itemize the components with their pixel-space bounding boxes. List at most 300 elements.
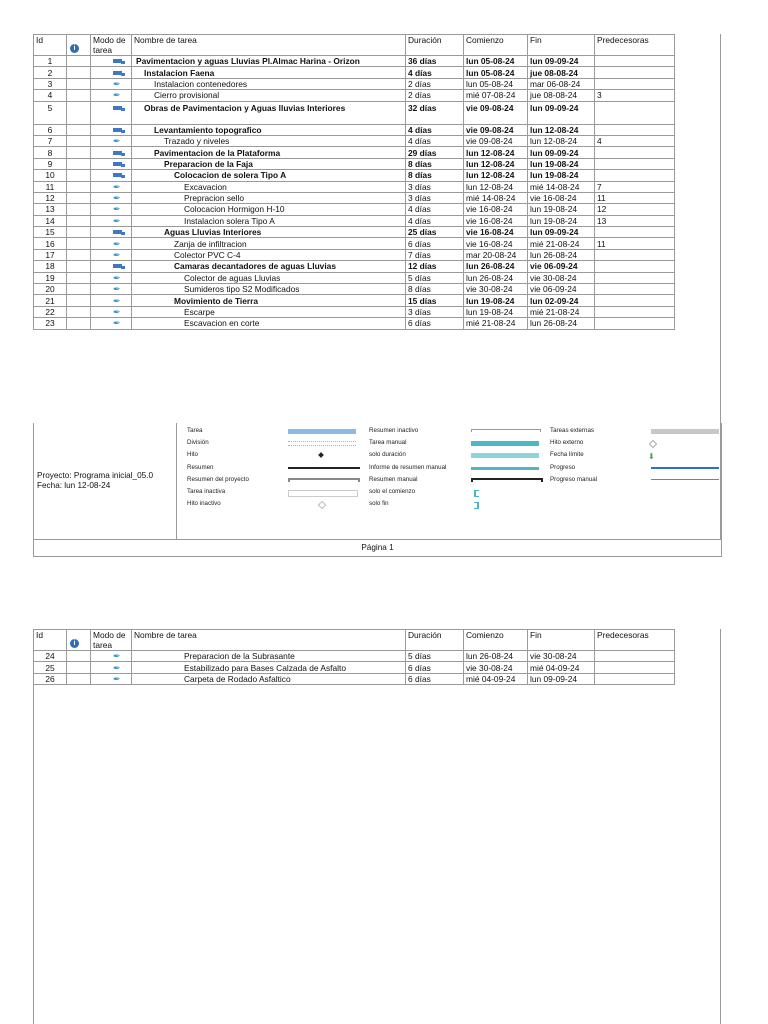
- cell-duration: 4 días: [406, 204, 464, 215]
- cell-pred: 12: [595, 204, 675, 215]
- cell-start: lun 05-08-24: [464, 78, 528, 89]
- cell-id: 18: [34, 261, 67, 272]
- cell-end: lun 19-08-24: [528, 158, 595, 169]
- task-table-page-2: [33, 629, 675, 685]
- legend-label: Hito inactivo: [187, 500, 221, 508]
- cell-mode: [91, 261, 132, 272]
- cell-task-name: Preparacion de la Faja: [132, 158, 406, 169]
- cell-start: vie 16-08-24: [464, 204, 528, 215]
- legend-label: Tarea manual: [369, 439, 407, 447]
- pin-icon: ✒: [113, 284, 121, 295]
- cell-duration: 6 días: [406, 238, 464, 249]
- cell-duration: 25 días: [406, 227, 464, 238]
- header-name: Nombre de tarea: [132, 35, 406, 56]
- cell-duration: 4 días: [406, 124, 464, 135]
- manual-task-swatch: [471, 441, 539, 446]
- table-row[interactable]: [34, 662, 675, 673]
- cell-task-name: Estabilizado para Bases Calzada de Asfalto: [132, 662, 406, 673]
- legend-panel: [33, 423, 722, 540]
- auto-scheduled-icon: [113, 173, 122, 177]
- cell-info: [67, 170, 91, 181]
- pin-icon: ✒: [113, 181, 121, 192]
- page-footer: [33, 539, 722, 557]
- start-only-swatch: [474, 490, 479, 497]
- cell-pred: [595, 306, 675, 317]
- inactive-milestone-swatch: [318, 501, 326, 509]
- cell-id: 24: [34, 651, 67, 662]
- cell-start: lun 05-08-24: [464, 67, 528, 78]
- cell-id: 22: [34, 306, 67, 317]
- cell-task-name: Prepracion sello: [132, 192, 406, 203]
- pin-icon: ✒: [113, 193, 121, 204]
- cell-id: 25: [34, 662, 67, 673]
- header-end: Fin: [528, 35, 595, 56]
- cell-end: lun 09-09-24: [528, 673, 595, 684]
- header-start: Comienzo: [464, 630, 528, 651]
- cell-id: 7: [34, 135, 67, 146]
- table-row[interactable]: [34, 124, 675, 135]
- cell-id: 3: [34, 78, 67, 89]
- manual-progress-swatch: [651, 479, 719, 480]
- cell-duration: 29 días: [406, 147, 464, 158]
- cell-end: lun 09-09-24: [528, 147, 595, 158]
- pin-icon: ✒: [113, 238, 121, 249]
- table-row[interactable]: [34, 67, 675, 78]
- auto-scheduled-icon: [113, 59, 122, 63]
- cell-pred: [595, 227, 675, 238]
- cell-start: vie 30-08-24: [464, 662, 528, 673]
- cell-task-name: Escarpe: [132, 306, 406, 317]
- table-row[interactable]: [34, 272, 675, 283]
- cell-duration: 3 días: [406, 181, 464, 192]
- legend-label: Resumen inactivo: [369, 427, 419, 434]
- cell-pred: 11: [595, 238, 675, 249]
- cell-start: lun 26-08-24: [464, 651, 528, 662]
- cell-mode: [91, 181, 132, 192]
- finish-only-swatch: [474, 502, 479, 509]
- table-row[interactable]: [34, 284, 675, 295]
- cell-end: lun 09-09-24: [528, 101, 595, 124]
- left-border: [33, 684, 34, 1024]
- table-row[interactable]: [34, 227, 675, 238]
- table-row[interactable]: [34, 215, 675, 226]
- cell-task-name: Preparacion de la Subrasante: [132, 651, 406, 662]
- cell-duration: 7 días: [406, 249, 464, 260]
- cell-end: lun 09-09-24: [528, 227, 595, 238]
- pin-icon: ✒: [113, 662, 121, 673]
- cell-task-name: Instalacion solera Tipo A: [132, 215, 406, 226]
- header-mode: [91, 35, 132, 56]
- cell-pred: 3: [595, 90, 675, 101]
- cell-end: lun 26-08-24: [528, 249, 595, 260]
- cell-start: mié 21-08-24: [464, 318, 528, 329]
- info-icon: i: [70, 639, 79, 648]
- cell-mode: [91, 147, 132, 158]
- cell-duration: 6 días: [406, 318, 464, 329]
- cell-mode: [91, 67, 132, 78]
- cell-id: 2: [34, 67, 67, 78]
- cell-id: 5: [34, 101, 67, 124]
- table-row[interactable]: [34, 238, 675, 249]
- cell-end: lun 12-08-24: [528, 124, 595, 135]
- pin-icon: ✒: [113, 90, 121, 101]
- cell-end: lun 09-09-24: [528, 56, 595, 67]
- legend-label: Progreso manual: [550, 475, 598, 483]
- cell-mode: [91, 662, 132, 673]
- cell-duration: 6 días: [406, 662, 464, 673]
- cell-start: vie 16-08-24: [464, 215, 528, 226]
- cell-task-name: Colector de aguas Lluvias: [132, 272, 406, 283]
- cell-id: 16: [34, 238, 67, 249]
- deadline-icon: ⬇: [648, 452, 655, 462]
- external-tasks-swatch: [651, 429, 719, 434]
- cell-task-name: Sumideros tipo S2 Modificados: [132, 284, 406, 295]
- cell-pred: [595, 147, 675, 158]
- cell-id: 1: [34, 56, 67, 67]
- cell-task-name: Camaras decantadores de aguas Lluvias: [132, 261, 406, 272]
- cell-start: lun 12-08-24: [464, 181, 528, 192]
- info-icon: i: [70, 44, 79, 53]
- cell-task-name: Colector PVC C-4: [132, 249, 406, 260]
- header-mode: [91, 630, 132, 651]
- cell-end: lun 19-08-24: [528, 170, 595, 181]
- pin-icon: ✒: [113, 272, 121, 283]
- header-mode-line2: tarea: [93, 640, 113, 650]
- cell-start: lun 19-08-24: [464, 306, 528, 317]
- table-row[interactable]: [34, 181, 675, 192]
- table-row[interactable]: [34, 673, 675, 684]
- cell-duration: 15 días: [406, 295, 464, 306]
- cell-info: [67, 272, 91, 283]
- table-row[interactable]: [34, 306, 675, 317]
- header-info: [67, 630, 91, 651]
- cell-id: 12: [34, 192, 67, 203]
- pin-icon: ✒: [113, 673, 121, 684]
- cell-duration: 32 días: [406, 101, 464, 124]
- right-border: [720, 629, 721, 1024]
- cell-task-name: Instalacion contenedores: [132, 78, 406, 89]
- cell-pred: [595, 67, 675, 78]
- cell-duration: 5 días: [406, 651, 464, 662]
- cell-pred: 13: [595, 215, 675, 226]
- cell-start: mar 20-08-24: [464, 249, 528, 260]
- cell-info: [67, 249, 91, 260]
- cell-info: [67, 135, 91, 146]
- cell-id: 15: [34, 227, 67, 238]
- cell-end: lun 19-08-24: [528, 215, 595, 226]
- cell-task-name: Trazado y niveles: [132, 135, 406, 146]
- auto-scheduled-icon: [113, 264, 122, 268]
- header-id: Id: [34, 35, 67, 56]
- pin-icon: ✒: [113, 250, 121, 261]
- cell-info: [67, 204, 91, 215]
- legend-label: Hito: [187, 451, 199, 459]
- cell-end: vie 06-09-24: [528, 261, 595, 272]
- cell-duration: 8 días: [406, 158, 464, 169]
- cell-id: 19: [34, 272, 67, 283]
- page-number: Página 1: [361, 543, 394, 552]
- table-row[interactable]: [34, 90, 675, 101]
- cell-task-name: Pavimentacion y aguas Lluvias Pl.Almac Harina - Orizon: [132, 56, 406, 67]
- project-date: Fecha: lun 12-08-24: [37, 481, 111, 490]
- legend-label: Progreso: [550, 463, 576, 471]
- cell-info: [67, 101, 91, 124]
- inactive-task-swatch: [288, 490, 358, 497]
- cell-id: 17: [34, 249, 67, 260]
- cell-pred: [595, 662, 675, 673]
- cell-mode: [91, 272, 132, 283]
- cell-task-name: Aguas Lluvias Interiores: [132, 227, 406, 238]
- cell-duration: 4 días: [406, 135, 464, 146]
- cell-info: [67, 261, 91, 272]
- cell-id: 20: [34, 284, 67, 295]
- table-row[interactable]: [34, 158, 675, 169]
- auto-scheduled-icon: [113, 162, 122, 166]
- cell-pred: [595, 78, 675, 89]
- duration-only-swatch: [471, 453, 539, 458]
- cell-info: [67, 147, 91, 158]
- header-info: [67, 35, 91, 56]
- header-mode-line2: tarea: [93, 45, 113, 55]
- legend-label: Hito externo: [550, 439, 584, 447]
- cell-duration: 3 días: [406, 192, 464, 203]
- cell-start: mié 04-09-24: [464, 673, 528, 684]
- cell-info: [67, 306, 91, 317]
- cell-start: vie 30-08-24: [464, 284, 528, 295]
- cell-duration: 4 días: [406, 67, 464, 78]
- pin-icon: ✒: [113, 136, 121, 147]
- split-swatch: [288, 441, 356, 446]
- cell-start: vie 09-08-24: [464, 101, 528, 124]
- table-row[interactable]: [34, 147, 675, 158]
- cell-mode: [91, 295, 132, 306]
- cell-start: lun 26-08-24: [464, 272, 528, 283]
- legend-label: Resumen manual: [369, 475, 418, 483]
- table-row[interactable]: [34, 135, 675, 146]
- cell-mode: [91, 238, 132, 249]
- cell-start: lun 12-08-24: [464, 170, 528, 181]
- cell-mode: [91, 192, 132, 203]
- cell-duration: 2 días: [406, 90, 464, 101]
- pin-icon: ✒: [113, 78, 121, 89]
- cell-mode: [91, 101, 132, 124]
- cell-end: lun 19-08-24: [528, 204, 595, 215]
- legend-label: solo fin: [369, 500, 389, 508]
- legend-label: Tareas externas: [550, 427, 595, 434]
- cell-id: 8: [34, 147, 67, 158]
- cell-info: [67, 318, 91, 329]
- cell-duration: 5 días: [406, 272, 464, 283]
- cell-end: jue 08-08-24: [528, 90, 595, 101]
- table-row[interactable]: [34, 101, 675, 124]
- milestone-swatch: [318, 453, 324, 459]
- auto-scheduled-icon: [113, 230, 122, 234]
- table-row[interactable]: [34, 204, 675, 215]
- cell-mode: [91, 158, 132, 169]
- manual-summary-swatch: [471, 478, 543, 482]
- cell-pred: [595, 101, 675, 124]
- cell-start: lun 19-08-24: [464, 295, 528, 306]
- legend-label: Tarea: [187, 427, 203, 434]
- cell-info: [67, 651, 91, 662]
- legend-label: División: [187, 439, 209, 447]
- cell-duration: 3 días: [406, 306, 464, 317]
- table-row[interactable]: [34, 295, 675, 306]
- inactive-summary-swatch: [471, 429, 541, 432]
- header-duration: Duración: [406, 630, 464, 651]
- cell-duration: 36 días: [406, 56, 464, 67]
- header-id: Id: [34, 630, 67, 651]
- cell-id: 6: [34, 124, 67, 135]
- cell-end: mar 06-08-24: [528, 78, 595, 89]
- table-row[interactable]: [34, 192, 675, 203]
- cell-pred: [595, 651, 675, 662]
- cell-mode: [91, 227, 132, 238]
- cell-mode: [91, 284, 132, 295]
- cell-info: [67, 67, 91, 78]
- legend-divider: [176, 423, 177, 539]
- cell-mode: [91, 170, 132, 181]
- cell-mode: [91, 78, 132, 89]
- legend-label: Tarea inactiva: [187, 488, 226, 495]
- cell-pred: [595, 272, 675, 283]
- cell-end: lun 12-08-24: [528, 135, 595, 146]
- cell-mode: [91, 249, 132, 260]
- cell-task-name: Zanja de infiltracion: [132, 238, 406, 249]
- cell-duration: 6 días: [406, 673, 464, 684]
- cell-id: 21: [34, 295, 67, 306]
- cell-task-name: Obras de Pavimentacion y Aguas lluvias Interiores: [132, 101, 406, 124]
- cell-end: mié 14-08-24: [528, 181, 595, 192]
- cell-mode: [91, 90, 132, 101]
- cell-info: [67, 662, 91, 673]
- cell-start: vie 16-08-24: [464, 238, 528, 249]
- legend-label: Resumen: [187, 463, 214, 471]
- table-row[interactable]: [34, 249, 675, 260]
- table-row[interactable]: [34, 78, 675, 89]
- project-info: [37, 471, 153, 491]
- cell-mode: [91, 56, 132, 67]
- cell-task-name: Carpeta de Rodado Asfaltico: [132, 673, 406, 684]
- cell-info: [67, 192, 91, 203]
- cell-task-name: Excavacion: [132, 181, 406, 192]
- cell-mode: [91, 651, 132, 662]
- cell-duration: 12 días: [406, 261, 464, 272]
- cell-pred: 4: [595, 135, 675, 146]
- cell-id: 4: [34, 90, 67, 101]
- cell-start: lun 12-08-24: [464, 158, 528, 169]
- auto-scheduled-icon: [113, 128, 122, 132]
- cell-info: [67, 284, 91, 295]
- table-row[interactable]: [34, 170, 675, 181]
- header-end: Fin: [528, 630, 595, 651]
- table-row[interactable]: [34, 318, 675, 329]
- cell-pred: [595, 261, 675, 272]
- cell-info: [67, 78, 91, 89]
- pin-icon: ✒: [113, 204, 121, 215]
- cell-mode: [91, 306, 132, 317]
- project-name: Proyecto: Programa inicial_05.0: [37, 471, 154, 480]
- cell-task-name: Pavimentacion de la Plataforma: [132, 147, 406, 158]
- cell-start: vie 09-08-24: [464, 135, 528, 146]
- auto-scheduled-icon: [113, 71, 122, 75]
- cell-pred: [595, 318, 675, 329]
- pin-icon: ✒: [113, 307, 121, 317]
- table-row[interactable]: [34, 651, 675, 662]
- cell-mode: [91, 673, 132, 684]
- cell-pred: [595, 124, 675, 135]
- pin-icon: ✒: [113, 215, 121, 226]
- header-duration: Duración: [406, 35, 464, 56]
- cell-start: mié 07-08-24: [464, 90, 528, 101]
- header-start: Comienzo: [464, 35, 528, 56]
- cell-task-name: Colocacion de solera Tipo A: [132, 170, 406, 181]
- cell-end: vie 30-08-24: [528, 651, 595, 662]
- cell-duration: 8 días: [406, 284, 464, 295]
- cell-pred: [595, 158, 675, 169]
- table-row[interactable]: [34, 56, 675, 67]
- cell-info: [67, 90, 91, 101]
- auto-scheduled-icon: [113, 106, 122, 110]
- task-swatch: [288, 429, 356, 434]
- cell-mode: [91, 215, 132, 226]
- cell-mode: [91, 318, 132, 329]
- cell-start: mié 14-08-24: [464, 192, 528, 203]
- cell-end: lun 02-09-24: [528, 295, 595, 306]
- cell-info: [67, 295, 91, 306]
- table-row[interactable]: [34, 261, 675, 272]
- cell-start: vie 16-08-24: [464, 227, 528, 238]
- pin-icon: ✒: [113, 295, 121, 306]
- project-summary-swatch: [288, 478, 360, 482]
- cell-info: [67, 227, 91, 238]
- header-mode-line1: Modo de: [93, 630, 126, 640]
- cell-end: vie 16-08-24: [528, 192, 595, 203]
- cell-info: [67, 158, 91, 169]
- cell-end: mié 21-08-24: [528, 238, 595, 249]
- cell-info: [67, 124, 91, 135]
- cell-start: lun 05-08-24: [464, 56, 528, 67]
- cell-task-name: Levantamiento topografico: [132, 124, 406, 135]
- auto-scheduled-icon: [113, 151, 122, 155]
- cell-id: 10: [34, 170, 67, 181]
- cell-pred: [595, 170, 675, 181]
- legend-label: Informe de resumen manual: [369, 463, 447, 471]
- cell-task-name: Colocacion Hormigon H-10: [132, 204, 406, 215]
- cell-end: lun 26-08-24: [528, 318, 595, 329]
- cell-id: 26: [34, 673, 67, 684]
- cell-start: lun 12-08-24: [464, 147, 528, 158]
- cell-mode: [91, 124, 132, 135]
- table-header: [34, 35, 675, 56]
- cell-id: 14: [34, 215, 67, 226]
- cell-id: 13: [34, 204, 67, 215]
- cell-task-name: Escavacion en corte: [132, 318, 406, 329]
- cell-start: lun 26-08-24: [464, 261, 528, 272]
- cell-info: [67, 181, 91, 192]
- legend-label: Fecha límite: [550, 451, 584, 459]
- cell-info: [67, 673, 91, 684]
- manual-summary-rollup-swatch: [471, 467, 539, 470]
- cell-mode: [91, 204, 132, 215]
- cell-pred: [595, 295, 675, 306]
- cell-end: jue 08-08-24: [528, 67, 595, 78]
- cell-info: [67, 238, 91, 249]
- cell-end: mié 21-08-24: [528, 306, 595, 317]
- legend-label: solo duración: [369, 451, 406, 459]
- cell-info: [67, 215, 91, 226]
- pin-icon: ✒: [113, 651, 121, 662]
